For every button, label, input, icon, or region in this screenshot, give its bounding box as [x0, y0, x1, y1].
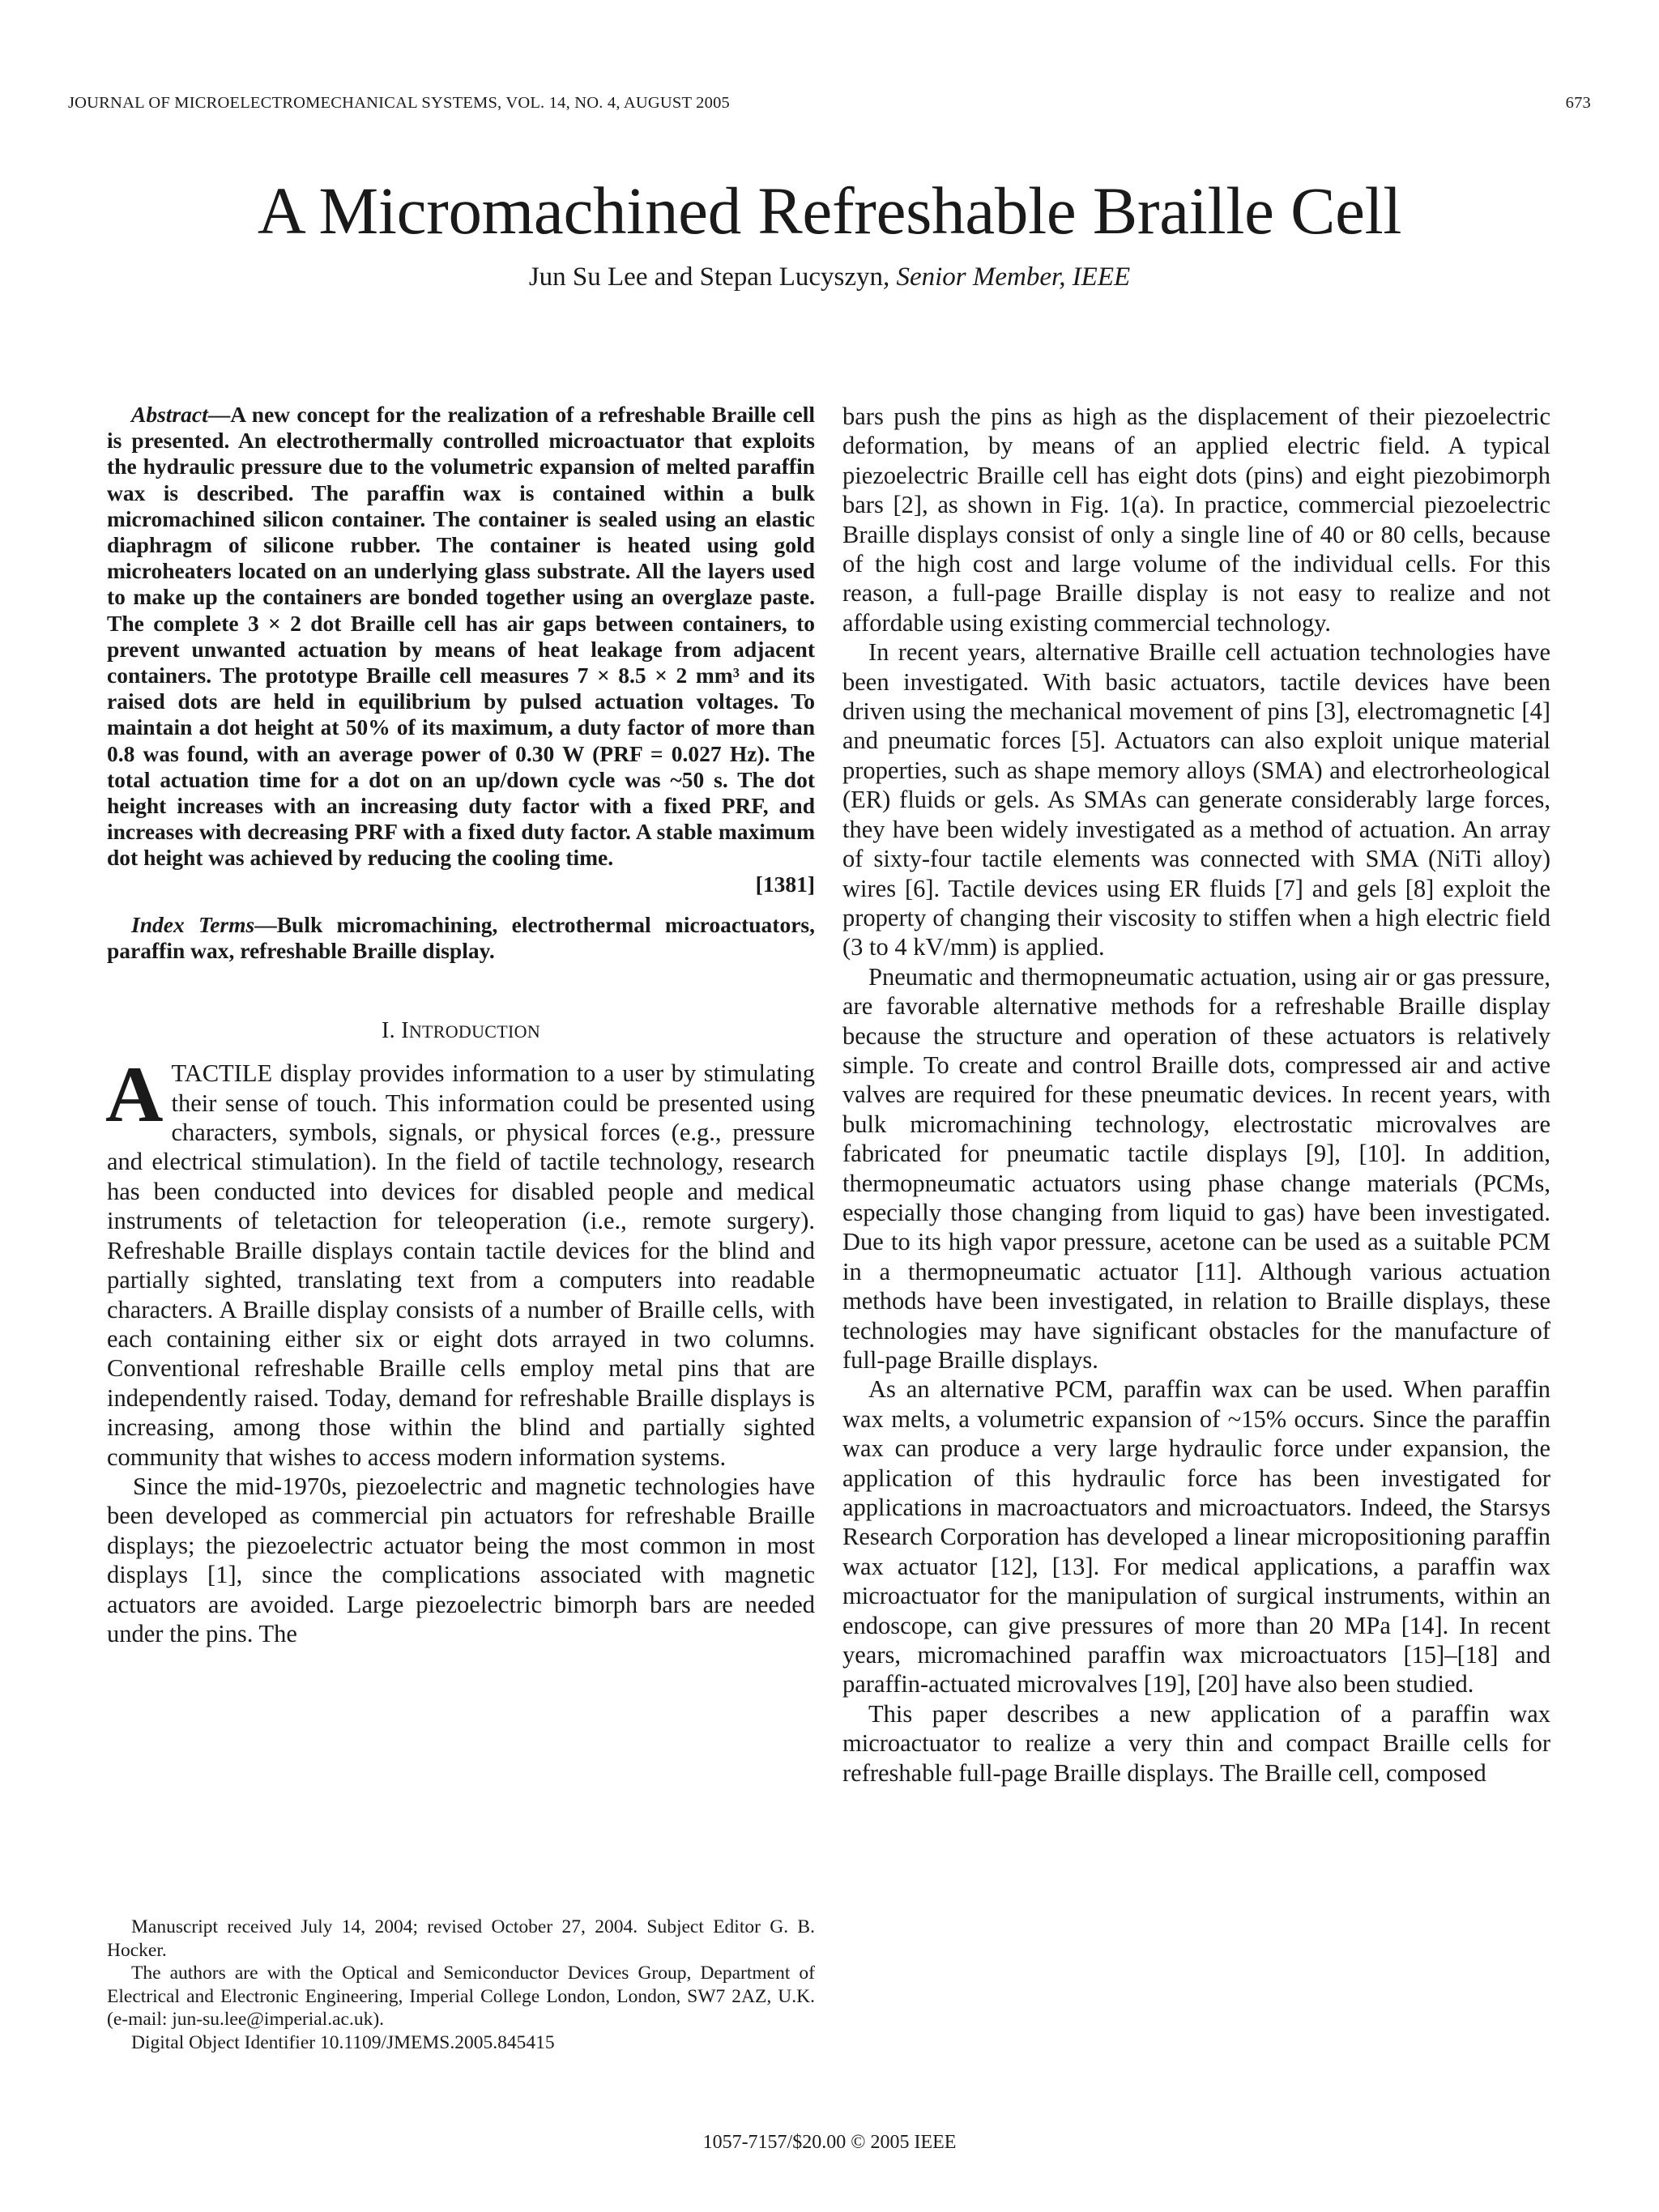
- abstract-text: —A new concept for the realization of a refreshable Braille cell is presented. An electrothermally controlled microactuator that exploits the hydraulic pressure due to the volumetric expansion of melted paraffin wax is described. The paraffin wax is contained within a bulk micromachined silicon container. The container is sealed using an elastic diaphragm of silicone rubber. The container is heated using gold microheaters located on an underlying glass substrate. All the layers used to make up the containers are bonded together using an overglaze paste. The complete 3 × 2 dot Braille cell has air gaps between containers, to prevent unwanted actuation by means of heat leakage from adjacent containers. The prototype Braille cell measures 7 × 8.5 × 2 mm³ and its raised dots are held in equilibrium by pulsed actuation voltages. To maintain a dot height at 50% of its maximum, a duty factor of more than 0.8 was found, with an average power of 0.30 W (PRF = 0.027 Hz). The total actuation time for a dot on an up/down cycle was ~50 s. The dot height increases with an increasing duty factor with a fixed PRF, and increases with decreasing PRF with a fixed duty factor. A stable maximum dot height was achieved by reducing the cooling time.: [107, 402, 815, 871]
- right-paragraph-1: In recent years, alternative Braille cell actuation technologies have been investigated. With basic actuators, tactile devices have been driven using the mechanical movement of pins [3], electromagnetic [4] and pneumatic forces [5]. Actuators can also exploit unique material properties, such as shape memory alloys (SMA) and electrorheological (ER) fluids or gels. As SMAs can generate considerably large forces, they have been widely investigated as a method of actuation. An array of sixty-four tactile elements was connected with SMA (NiTi alloy) wires [6]. Tactile devices using ER fluids [7] and gels [8] exploit the property of changing their viscosity to stiffen when a high electric field (3 to 4 kV/mm) is applied.: [842, 638, 1550, 961]
- section-number: I. I: [381, 1018, 409, 1044]
- right-column: [842, 402, 1550, 1788]
- section-title: NTRODUCTION: [408, 1021, 541, 1042]
- author-line: [0, 261, 1659, 293]
- intro-paragraph-2: Since the mid-1970s, piezoelectric and magnetic technologies have been developed as commercial pin actuators for refreshable Braille displays; the piezoelectric actuator being the most common in most displays [1], since the complications associated with magnetic actuators are avoided. Large piezoelectric bimorph bars are needed under the pins. The: [107, 1472, 815, 1647]
- section-heading-introduction: [107, 1017, 815, 1046]
- abstract: [107, 402, 815, 897]
- index-terms: [107, 912, 815, 964]
- abstract-ref-number: [1381]: [755, 871, 815, 897]
- drop-cap: A: [105, 1051, 164, 1140]
- index-terms-label: Index Terms: [131, 911, 255, 937]
- abstract-label: Abstract: [131, 402, 208, 427]
- running-header: [68, 94, 1591, 118]
- index-terms-text: —Bulk micromachining, electrothermal microactuators, paraffin wax, refreshable Braille display.: [107, 911, 815, 964]
- footnote-affiliation: The authors are with the Optical and Semiconductor Devices Group, Department of Electrical and Electronic Engineering, Imperial College London, London, SW7 2AZ, U.K. (e-mail: jun-su.lee@imperial.ac.uk).: [107, 1963, 815, 2031]
- right-paragraph-continuation: bars push the pins as high as the displacement of their piezoelectric deformation, by means of an applied electric field. A typical piezoelectric Braille cell has eight dots (pins) and eight piezobimorph bars [2], as shown in Fig. 1(a). In practice, commercial piezoelectric Braille displays consist of only a single line of 40 or 80 cells, because of the high cost and large volume of the individual cells. For this reason, a full-page Braille display is not easy to realize and not affordable using existing commercial technology.: [842, 403, 1550, 637]
- footnote-doi: Digital Object Identifier 10.1109/JMEMS.2005.845415: [131, 2031, 555, 2053]
- paper-title: A Micromachined Refreshable Braille Cell: [257, 173, 1402, 248]
- copyright-footer: 1057-7157/$20.00 © 2005 IEEE: [702, 2132, 957, 2153]
- footnote-manuscript: Manuscript received July 14, 2004; revised October 27, 2004. Subject Editor G. B. Hocker.: [107, 1916, 815, 1961]
- right-paragraph-3: As an alternative PCM, paraffin wax can be used. When paraffin wax melts, a volumetric expansion of ~15% occurs. Since the paraffin wax can produce a very large hydraulic force under expansion, the application of this hydraulic force has been investigated for applications in macroactuators and microactuators. Indeed, the Starsys Research Corporation has developed a linear micropositioning paraffin wax actuator [12], [13]. For medical applications, a paraffin wax microactuator for the manipulation of surgical instruments, within an endoscope, can give pressures of more than 20 MPa [14]. In recent years, micromachined paraffin wax microactuators [15]–[18] and paraffin-actuated microvalves [19], [20] have also been studied.: [842, 1375, 1550, 1698]
- right-paragraph-4: This paper describes a new application of a paraffin wax microactuator to realize a very thin and compact Braille cells for refreshable full-page Braille displays. The Braille cell, composed: [842, 1699, 1550, 1787]
- intro-paragraph-1-text: TACTILE display provides information to a user by stimulating their sense of touch. This information could be presented using characters, symbols, signals, or physical forces (e.g., pressure and electrical stimulation). In the field of tactile technology, research has been conducted into devices for disabled people and medical instruments of teletaction for teleoperation (i.e., remote surgery). Refreshable Braille displays contain tactile devices for the blind and partially sighted, translating text from a computers into readable characters. A Braille display consists of a number of Braille cells, with each containing either six or eight dots arrayed in two columns. Conventional refreshable Braille cells employ metal pins that are independently raised. Today, demand for refreshable Braille displays is increasing, among those within the blind and partially sighted community that wishes to access modern information systems.: [107, 1059, 815, 1471]
- footnotes: [107, 1916, 815, 2055]
- left-column: [107, 402, 815, 1648]
- journal-citation: JOURNAL OF MICROELECTROMECHANICAL SYSTEMS, VOL. 14, NO. 4, AUGUST 2005: [68, 94, 730, 112]
- page-number: 673: [1565, 94, 1591, 112]
- author-names: Jun Su Lee and Stepan Lucyszyn: [528, 262, 883, 292]
- intro-paragraph-1: [105, 1051, 815, 1472]
- right-paragraph-2: Pneumatic and thermopneumatic actuation, using air or gas pressure, are favorable alternative methods for a refreshable Braille display because the structure and operation of these actuators is relatively simple. To create and control Braille dots, compressed air and active valves are required for these pneumatic devices. In recent years, with bulk micromachining technology, electrostatic microvalves are fabricated for pneumatic tactile displays [9], [10]. In addition, thermopneumatic actuators using phase change materials (PCMs, especially those changing from liquid to gas) have been investigated. Due to its high vapor pressure, acetone can be used as a suitable PCM in a thermopneumatic actuator [11]. Although various actuation methods have been investigated, in relation to Braille displays, these technologies may have significant obstacles for the manufacture of full-page Braille displays.: [842, 962, 1550, 1374]
- author-membership: , Senior Member, IEEE: [882, 262, 1131, 292]
